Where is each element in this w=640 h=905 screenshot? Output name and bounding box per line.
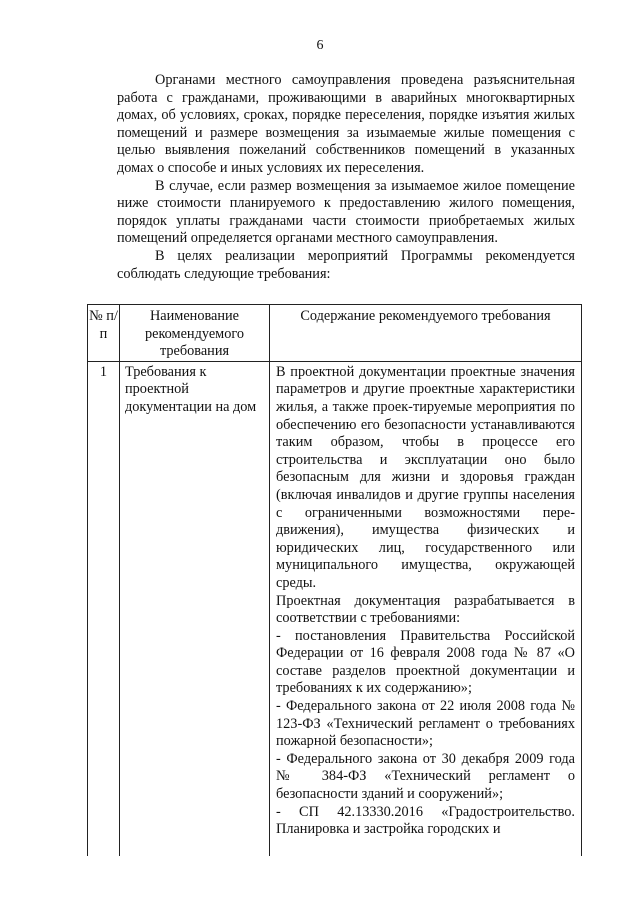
paragraph: В случае, если размер возмещения за изымаемое жилое помещение ниже стоимости планируемого к предоставлению жилого помещения, порядок уплаты гражданами части стоимости приобретаемых жилых помещений определяется органами местного самоуправления. [117,177,575,247]
row-name: Требования к проектной документации на дом [120,361,270,856]
header-content: Содержание рекомендуемого требования [270,305,582,362]
table-header-row [88,305,582,362]
header-name: Наименование рекомендуемого требования [120,305,270,362]
header-num: № п/п [88,305,120,362]
content-paragraph: - Федерального закона от 30 декабря 2009 года № 384-ФЗ «Технический регламент о безопасности зданий и сооружений»; [276,750,575,803]
table-row [88,361,582,856]
row-content [270,361,582,856]
body-text [117,72,575,283]
content-paragraph: - СП 42.13330.2016 «Градостроительство. Планировка и застройка городских и [276,803,575,838]
content-paragraph: - постановления Правительства Российской Федерации от 16 февраля 2008 года № 87 «О составе разделов проектной документации и требованиях к их содержанию»; [276,627,575,697]
paragraph: В целях реализации мероприятий Программы рекомендуется соблюдать следующие требования: [117,247,575,282]
content-paragraph: Проектная документация разрабатывается в соответствии с требованиями: [276,592,575,627]
requirements-table [87,304,582,856]
page-number: 6 [316,38,324,53]
content-paragraph: В проектной документации проектные значения параметров и другие проектные характеристики жилья, а также проек-тируемые мероприятия по обеспечению его безопасности устанавливаются таким образом, чтобы в процессе его строительства и эксплуатации оно было безопасным для жизни и здоровья граждан (включая инвалидов и другие группы населения с ограниченными возможностями пере-движения), имущества физических и юридических лиц, государственного или муниципального имущества, окружающей среды. [276,363,575,591]
content-paragraph: - Федерального закона от 22 июля 2008 года № 123-ФЗ «Технический регламент о требованиях пожарной безопасности»; [276,698,575,750]
row-num: 1 [88,361,120,856]
paragraph: Органами местного самоуправления проведена разъяснительная работа с гражданами, проживающими в аварийных многоквартирных домах, об условиях, сроках, порядке переселения, порядке изъятия жилых помещений и размере возмещения за изымаемые жилые помещения с целью выявления пожеланий собственников помещений в указанных домах о способе и иных условиях их переселения. [117,72,575,176]
